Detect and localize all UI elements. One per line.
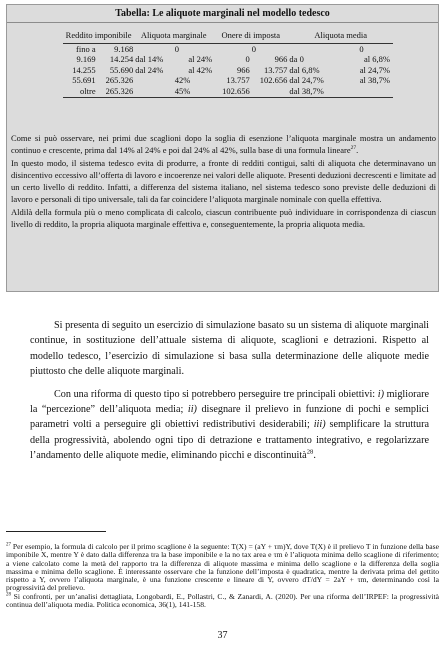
table-row: [63, 75, 393, 86]
col-header-onere: Onere di imposta: [213, 29, 288, 43]
body-paragraph: Con una riforma di questo tipo si potrebbero perseguire tre principali obiettivi: i) migliorare la “percezione” dell’aliquota media; ii) disegnare il prelievo in funzione di pochi e semplici parametri volti a perseguire gli obiettivi redistributivi desiderabili; iii) semplificare la struttura della progressività, abolendo ogni tipo di detrazione e trattamento integrativo, e regolarizzare l’andamento delle aliquote medie, eliminando picchi e discontinuità$^{28}$.: [30, 388, 429, 462]
table-cell: 42%: [174, 75, 191, 86]
main-body: [30, 318, 429, 471]
box-body: [11, 132, 436, 230]
footnote-27: [6, 543, 439, 593]
table-cell: [332, 86, 391, 97]
table-cell: [391, 54, 393, 65]
table-cell: dal 14%: [135, 54, 164, 65]
table-cell: 0: [359, 43, 364, 54]
footnote-28: [6, 593, 439, 610]
table-cell: fino a: [76, 43, 96, 54]
table-cell: al 24%: [188, 54, 213, 65]
table-cell: al 6,8%: [363, 54, 390, 65]
footnote-ref[interactable]: 27: [350, 145, 357, 152]
body-text: semplificare la struttura della progressività, abolendo ogni tipo di detrazione e trattamento integrativo, e regolarizzare l’andamento delle aliquote medie, eliminando picchi e discontinuità: [30, 419, 429, 462]
list-marker: ii): [187, 404, 197, 416]
marginal-rates-table: [63, 29, 393, 98]
table-cell: [134, 86, 174, 97]
table-cell: 265.326: [97, 86, 135, 97]
body-text: migliorare la “percezione” dell’aliquota media;: [30, 388, 429, 416]
table-cell: dal 6,8%: [289, 64, 320, 75]
table-cell: [391, 75, 393, 86]
table-cell: 0: [251, 43, 257, 54]
table-row: [63, 86, 393, 97]
table-cell: 9.168: [114, 43, 134, 54]
table-cell: 14.255: [72, 64, 96, 75]
box-paragraph: Aldilà della formula più o meno complicata di calcolo, ciascun contribuente può individuare in corrispondenza di ciascun livello di reddito, la propria aliquota marginale effettiva e, conseguentemente, la propria aliquota media.: [11, 206, 436, 230]
box-title-divider: [7, 22, 438, 23]
table-cell: 966: [274, 54, 288, 65]
footnotes: [6, 543, 439, 609]
table-cell: 0: [245, 54, 250, 65]
box-paragraph-text: Come si può osservare, nei primi due scaglioni dopo la soglia di esenzione l’aliquota marginale mostra un andamento continuo e crescente, prima dal 14% al 24% e poi dal 24% al 42%, sulla base di una formula lineare: [11, 133, 436, 156]
table-cell: 55.691: [72, 75, 96, 86]
table-cell: [134, 43, 174, 54]
page-number: 37: [217, 630, 228, 641]
table-cell: 966: [237, 64, 250, 75]
table-cell: 265.326: [105, 75, 134, 86]
table-cell: [134, 75, 174, 86]
table-cell: [391, 86, 393, 97]
col-header-aliquota-marginale: Aliquota marginale: [134, 29, 213, 43]
table-header-row: [63, 29, 393, 43]
table-cell: 9.169: [76, 54, 96, 65]
table-row: [63, 65, 393, 76]
table-cell: [251, 86, 289, 97]
col-header-reddito: Reddito imponibile: [63, 29, 134, 43]
box-paragraph: In questo modo, il sistema tedesco evita di produrre, a fronte di redditi contigui, salti di aliquota che determinavano un disincentivo eccessivo all’offerta di lavoro e incoerenze nei valori delle aliquote. Presenti deduzioni decrescenti e limitate ad un certo livello di reddito. Infatti, a differenza del sistema italiano, nel sistema tedesco sono previste delle deduzioni di lavoro e personali di tipo universale, tali da far coincidere l’aliquota marginale nominale con quella effettiva.: [11, 157, 436, 205]
body-text: disegnare il prelievo in funzione di pochi e semplici parametri volti a perseguire gli obiettivi redistributivi desiderabili;: [30, 404, 429, 431]
box-title: Tabella: Le aliquote marginali nel modello tedesco: [115, 8, 330, 19]
table-cell: [391, 65, 393, 76]
table-cell: al 38,7%: [359, 75, 390, 86]
table-cell: 102.656: [259, 75, 288, 86]
table-cell: 45%: [174, 86, 213, 97]
box-paragraph: Come si può osservare, nei primi due scaglioni dopo la soglia di esenzione l’aliquota marginale mostra un andamento continuo e crescente, prima dal 14% al 24% e poi dal 24% al 42%, sulla base di una formula lineare$^{27}$.: [11, 133, 436, 156]
footnote-text: Per esempio, la formula di calcolo per il primo scaglione è la seguente: T(X) = (aY + τm)Y, dove T(X) è il prelievo T in funzione della base imponibile X, mentre Y è dato dalla differenza tra la base imponibile e la no tax area e τm è l’aliquota minima dello scaglione di riferimento; a viene calcolato come la metà del rapporto tra la differenza di aliquote massima e minima dello scaglione e la differenza della soglia massima e minima dello scaglione. È interessante osservare che la funzione dell’imposta è quadratica, mentre la derivata prima del gettito rispetto a Y, ovvero l’aliquota marginale, è una funzione crescente e lineare di Y, ovvero dT/dY = 2aY + τm, determinando così la progressività del prelievo.: [6, 542, 440, 593]
table-cell: 13.757: [264, 64, 288, 75]
footnote-ref[interactable]: 28: [306, 448, 314, 456]
footnote-mark: 28: [6, 592, 11, 598]
body-text: Con una riforma di questo tipo si potrebbero perseguire tre principali obiettivi:: [54, 388, 378, 400]
table-cell: dal 24,7%: [289, 75, 324, 86]
table-cell: [213, 43, 251, 54]
table-cell: [288, 43, 330, 54]
table-cell: da 0: [289, 54, 304, 65]
col-header-aliquota-media: Aliquota media: [288, 29, 393, 43]
table-cell: al 42%: [188, 64, 213, 75]
table-cell: al 24,7%: [359, 64, 390, 75]
table-cell: dal 38,7%: [288, 86, 330, 97]
info-box: [6, 4, 439, 292]
table-row: [63, 43, 393, 54]
body-paragraph: Si presenta di seguito un esercizio di simulazione basato su un sistema di aliquote marginali continue, in sostituzione dell’attuale sistema di aliquote, scaglioni e detrazioni. Rispetto al modello tedesco, l’esercizio di simulazione si basa sulla determinazione delle aliquote medie piuttosto che delle aliquote marginali.: [30, 320, 429, 378]
list-marker: i): [377, 388, 384, 400]
table-cell: dal 24%: [135, 64, 164, 75]
list-marker: iii): [313, 419, 326, 431]
table-cell: oltre: [63, 86, 97, 97]
table-cell: 55.690: [109, 64, 134, 75]
table-cell: 102.656: [213, 86, 251, 97]
table-row: [63, 54, 393, 65]
table-cell: 14.254: [109, 54, 134, 65]
footnote-mark: 27: [6, 542, 11, 548]
table-cell: 13.757: [226, 75, 250, 86]
footnote-divider: [6, 531, 106, 532]
table-cell: [391, 43, 393, 54]
table-cell: 0: [174, 43, 180, 54]
footnote-text: Si confronti, per un’analisi dettagliata, Longobardi, E., Pollastri, C., & Zanardi, A. (2020). Per una riforma dell’IRPEF: la progressività continua dell’aliquota media. Politica economica, 36(1), 141-158.: [6, 591, 439, 610]
